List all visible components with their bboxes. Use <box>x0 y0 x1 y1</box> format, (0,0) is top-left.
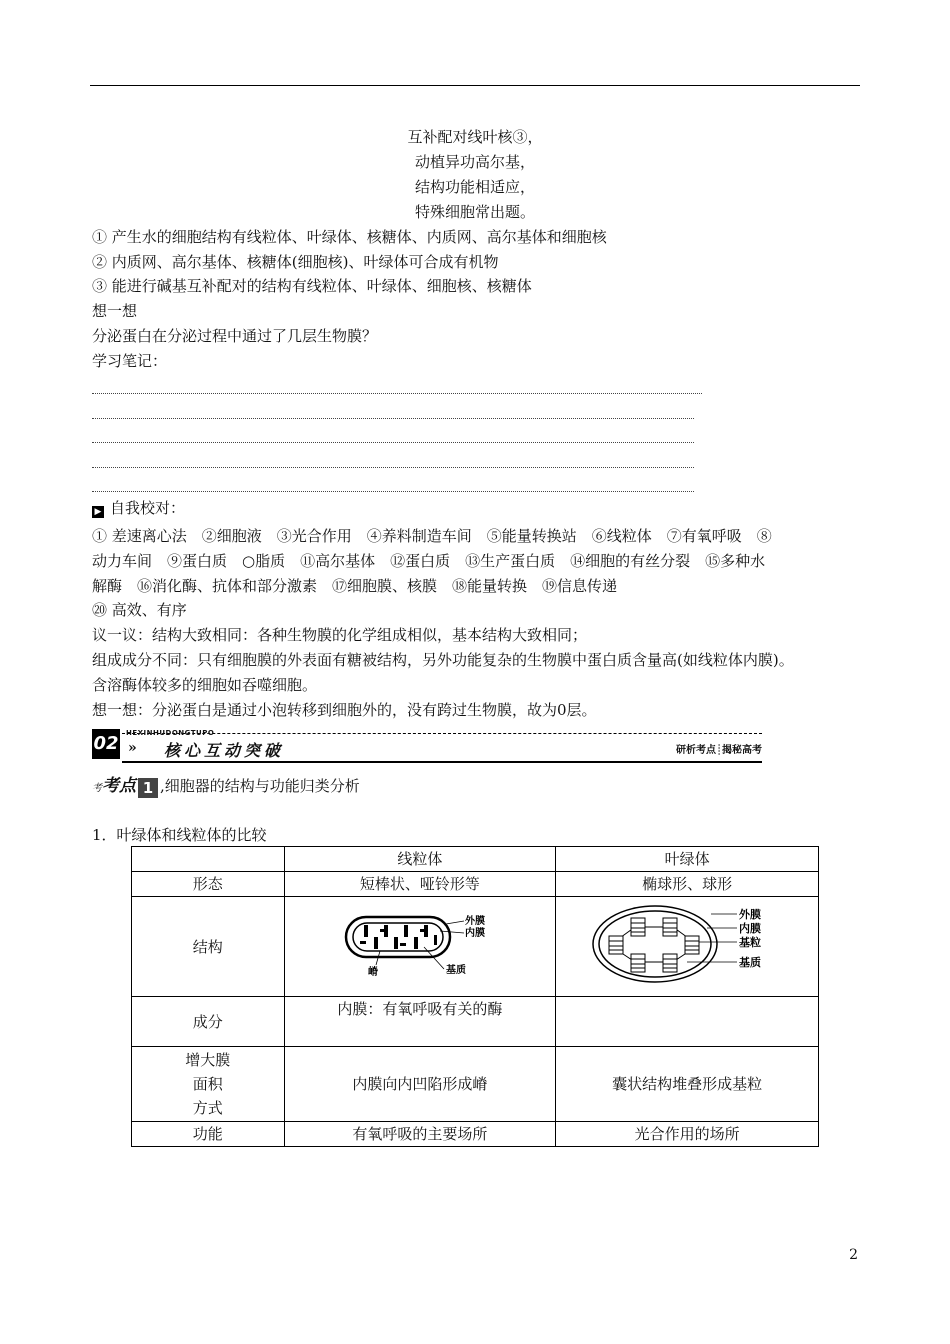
note-line[interactable] <box>92 491 694 492</box>
header-rule <box>90 85 860 86</box>
chloro-cell: 椭球形、球形 <box>556 872 819 897</box>
row-label: 功能 <box>132 1122 285 1147</box>
note-line[interactable] <box>92 467 694 468</box>
section-banner <box>92 728 762 764</box>
mito-label-cristae: 嵴 <box>367 966 378 978</box>
self-check-line: ⑳ 高效、有序 <box>92 601 187 619</box>
note-2: ② 内质网、高尔基体、核糖体(细胞核)、叶绿体可合成有机物 <box>92 253 499 271</box>
mitochondrion-diagram <box>340 907 500 987</box>
note-line[interactable] <box>92 418 694 419</box>
kaodian-heading <box>92 774 360 801</box>
self-check-line: 议一议：结构大致相同：各种生物膜的化学组成相似，基本结构大致相同； <box>92 626 588 644</box>
banner-title: 核心互动突破 <box>164 741 285 760</box>
banner-number: 02 <box>92 729 120 759</box>
mito-cell: 内膜向内凹陷形成嵴 <box>284 1047 556 1122</box>
section-1-title: 1．叶绿体和线粒体的比较 <box>92 826 267 844</box>
page-number: 2 <box>849 1247 858 1263</box>
mito-cell: 内膜：有氧呼吸有关的酶 <box>284 997 556 1047</box>
kaodian-prefix: 考 <box>92 783 102 794</box>
poem-line-2: 动植异功高尔基， <box>414 153 535 171</box>
kaodian-title: ,细胞器的结构与功能归类分析 <box>160 777 360 795</box>
poem-line-4: 特殊细胞常出题。 <box>414 203 535 221</box>
banner-dashed-rule <box>122 733 762 734</box>
table-row <box>132 1122 819 1147</box>
mito-cell <box>284 897 556 997</box>
banner-pinyin: HEXINHUDONGTUPO <box>126 729 215 737</box>
self-check-title: ▶ 自我校对： <box>92 496 185 521</box>
note-line[interactable] <box>92 393 702 394</box>
chloroplast-diagram <box>587 902 787 992</box>
note-line[interactable] <box>92 442 694 443</box>
think-title: 想一想 <box>92 302 138 320</box>
banner-arrow-icon: » <box>128 740 137 756</box>
table-header-row <box>132 847 819 872</box>
comparison-table <box>131 846 819 1147</box>
kaodian-label: 考点 <box>102 776 136 796</box>
row-label: 形态 <box>132 872 285 897</box>
table-row <box>132 897 819 997</box>
note-3: ③ 能进行碱基互补配对的结构有线粒体、叶绿体、细胞核、核糖体 <box>92 277 532 295</box>
self-check-line: 含溶酶体较多的细胞如吞噬细胞。 <box>92 676 318 694</box>
self-check-line: 组成成分不同：只有细胞膜的外表面有糖被结构，另外功能复杂的生物膜中蛋白质含量高(如线粒体内膜)。 <box>92 651 794 669</box>
chloro-label-stroma: 基质 <box>739 955 762 969</box>
chloro-cell: 光合作用的场所 <box>556 1122 819 1147</box>
table-row <box>132 997 819 1047</box>
self-check-line: 解酶 ⑯消化酶、抗体和部分激素 ⑰细胞膜、核膜 ⑱能量转换 ⑲信息传递 <box>92 577 618 595</box>
banner-tagline: 研析考点┊揭秘高考 <box>675 745 762 756</box>
table-row <box>132 1047 819 1122</box>
poem-line-3: 结构功能相适应， <box>414 178 535 196</box>
self-check-line: ① 差速离心法 ②细胞液 ③光合作用 ④养料制造车间 ⑤能量转换站 ⑥线粒体 ⑦有氧呼吸 ⑧ <box>92 527 772 545</box>
chloro-cell <box>556 997 819 1047</box>
table-header-cell: 叶绿体 <box>556 847 819 872</box>
chloro-cell: 囊状结构堆叠形成基粒 <box>556 1047 819 1122</box>
table-row <box>132 872 819 897</box>
mito-label-matrix: 基质 <box>445 964 466 976</box>
self-check-line: 动力车间 ⑨蛋白质 ○脂质 ⑪高尔基体 ⑫蛋白质 ⑬生产蛋白质 ⑭细胞的有丝分裂 ⑮多种水 <box>92 552 766 570</box>
chloro-cell <box>556 897 819 997</box>
study-notes-label: 学习笔记： <box>92 352 168 370</box>
poem-line-1: 互补配对线叶核③， <box>407 128 543 146</box>
note-1: ① 产生水的细胞结构有线粒体、叶绿体、核糖体、内质网、高尔基体和细胞核 <box>92 228 607 246</box>
mito-label-inner: 内膜 <box>464 927 485 939</box>
chloro-label-grana: 基粒 <box>739 935 762 949</box>
table-header-cell: 线粒体 <box>284 847 556 872</box>
mito-cell: 有氧呼吸的主要场所 <box>284 1122 556 1147</box>
mito-cell: 短棒状、哑铃形等 <box>284 872 556 897</box>
triangle-marker-icon: ▶ <box>92 506 104 518</box>
self-check-line: 想一想：分泌蛋白是通过小泡转移到细胞外的，没有跨过生物膜，故为0层。 <box>92 701 597 719</box>
row-label: 增大膜 面积 方式 <box>132 1047 285 1122</box>
banner-rule <box>122 761 762 763</box>
mito-label-outer: 外膜 <box>464 915 485 927</box>
think-question: 分泌蛋白在分泌过程中通过了几层生物膜？ <box>92 327 378 345</box>
chloro-label-inner: 内膜 <box>739 921 762 935</box>
chloro-label-outer: 外膜 <box>739 907 762 921</box>
kaodian-number: 1 <box>138 778 158 798</box>
row-label: 成分 <box>132 997 285 1047</box>
table-header-cell <box>132 847 285 872</box>
row-label: 结构 <box>132 897 285 997</box>
